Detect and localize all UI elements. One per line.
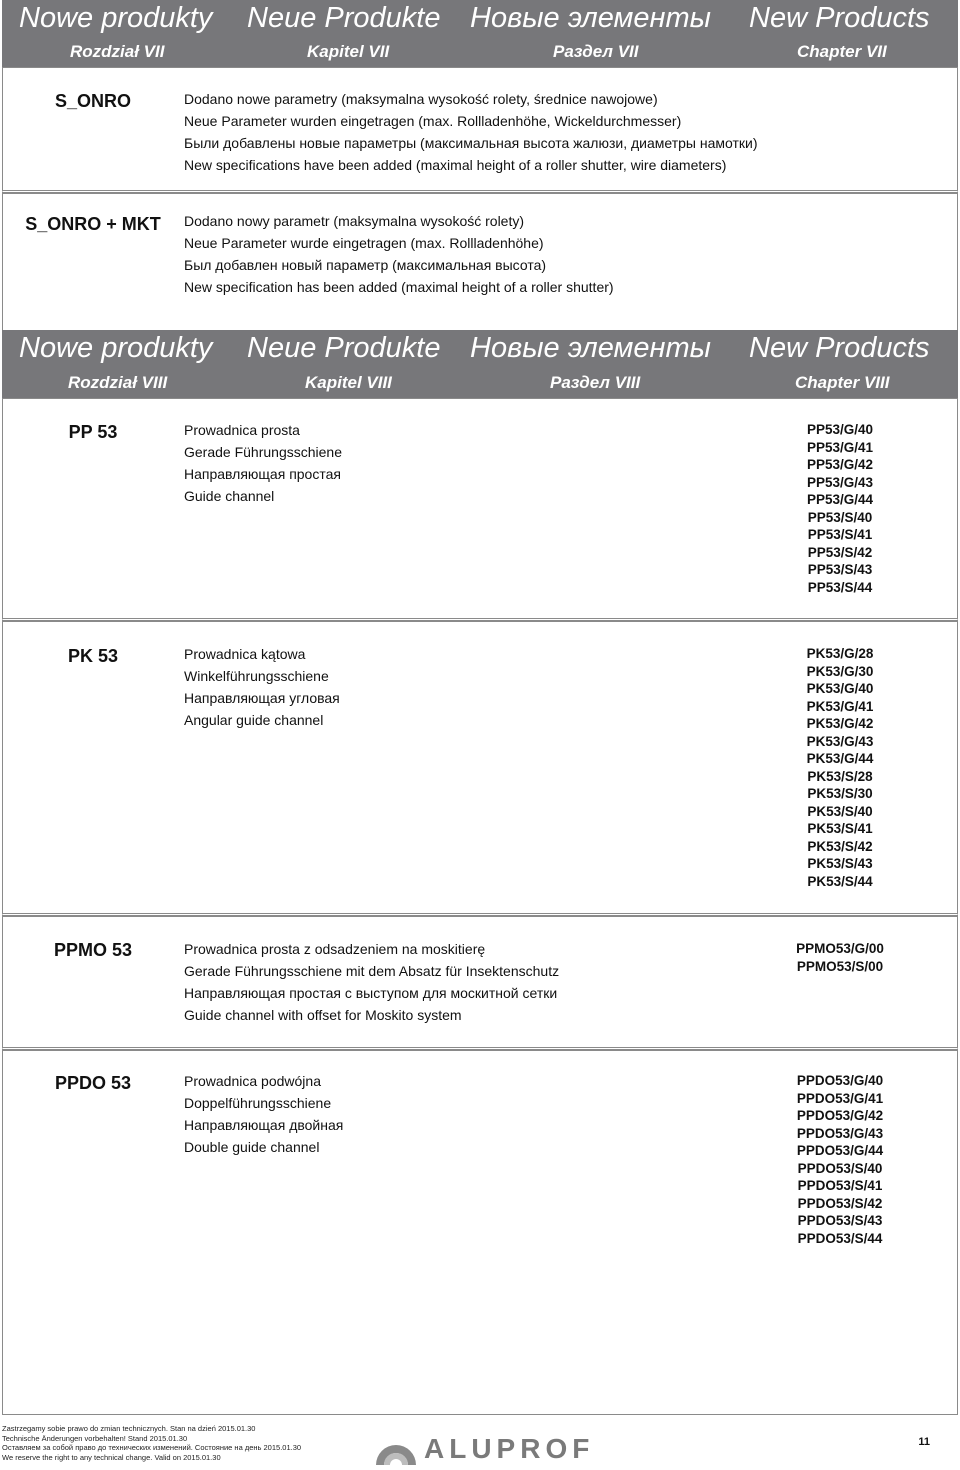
ref-code: PPDO53/G/43 [796,1125,884,1141]
description-ru: Направляющая двойная [184,1117,344,1133]
description-de: Gerade Führungsschiene [184,444,342,460]
ref-code: PK53/G/42 [806,716,874,731]
product-description [184,1070,343,1158]
description-pl: Prowadnica kątowa [184,646,306,662]
aluprof-logo-icon [372,1427,420,1465]
description-en: Guide channel [184,488,275,504]
logo-wordmark: ALUPROF [424,1433,595,1464]
header-title-ru: Новые элементы [470,332,711,364]
ref-code: PP53/G/42 [806,457,874,472]
disclaimer-en: We reserve the right to any technical change. Valid on 2015.01.30 [2,1452,221,1462]
ref-code: PP53/S/44 [807,579,873,595]
ref-code: PK53/S/40 [807,803,873,819]
description-de: Neue Parameter wurde eingetragen (max. Rollladenhöhe) [184,235,544,251]
description-pl: Prowadnica prosta z odsadzeniem na moskitierę [184,941,486,957]
description-en: New specification has been added (maximal height of a roller shutter) [184,279,614,295]
chapter-label-pl: Rozdział VII [70,42,165,61]
ref-code: PPMO53/S/00 [796,958,884,974]
disclaimer-ru: Оставляем за собой право до технических изменений. Состояние на день 2015.01.30 [2,1443,302,1452]
ref-code: PK53/G/43 [806,733,874,749]
chapter-8-header [2,330,958,398]
header-title-pl: Nowe produkty [19,2,213,34]
ref-code: PPDO53/G/40 [796,1073,884,1088]
ref-code: PP53/G/41 [806,439,874,455]
product-description [184,938,559,1026]
description-pl: Prowadnica podwójna [184,1073,321,1089]
description-ru: Был добавлен новый параметр (максимальная высота) [184,257,547,273]
ref-code: PP53/S/42 [807,544,873,560]
description-pl: Dodano nowe parametry (maksymalna wysokość rolety, średnice nawojowe) [184,91,658,107]
ref-code: PP53/G/40 [806,422,874,437]
product-code: PP 53 [68,422,118,442]
ref-code: PK53/S/28 [807,768,873,784]
ref-code: PPDO53/G/44 [796,1143,884,1158]
product-code: S_ONRO + MKT [25,214,161,234]
ref-code: PP53/G/44 [806,492,874,507]
ref-code: PPDO53/S/41 [797,1178,883,1193]
ref-code: PPDO53/S/43 [797,1213,883,1228]
product-code: PK 53 [67,646,119,666]
header-title-en: New Products [749,2,930,34]
ref-code: PP53/S/43 [807,562,873,577]
description-de: Gerade Führungsschiene mit dem Absatz für Insektenschutz [184,963,560,979]
section-s-onro-mkt [2,193,958,330]
product-code: PPDO 53 [54,1073,132,1093]
ref-code: PPDO53/S/42 [797,1195,883,1211]
section-pk53 [2,621,958,916]
product-description [184,419,342,507]
ref-code: PK53/S/42 [807,838,873,854]
ref-code: PK53/G/44 [806,751,874,766]
ref-code: PPDO53/G/42 [796,1108,884,1123]
description-ru: Направляющая простая [184,466,341,482]
chapter-7-header [2,0,958,67]
section-ppmo53 [2,916,958,1050]
ref-code: PPDO53/S/44 [797,1230,883,1246]
chapter-label-pl: Rozdział VIII [68,373,168,392]
reference-codes [765,645,915,890]
ref-code: PK53/G/41 [806,698,874,714]
chapter-label-de: Kapitel VIII [305,373,392,392]
description-en: Angular guide channel [184,712,324,728]
product-description [184,643,340,731]
ref-code: PK53/G/40 [806,681,874,696]
disclaimer-pl: Zastrzegamy sobie prawo do zmian technicznych. Stan na dzień 2015.01.30 [2,1424,256,1433]
chapter-label-en: Chapter VII [797,42,887,61]
page-footer [0,1424,960,1465]
ref-code: PK53/G/28 [806,646,874,661]
disclaimer [2,1424,301,1462]
reference-codes [765,1072,915,1247]
chapter-label-ru: Раздел VIII [550,373,641,392]
section-pp53 [2,398,958,621]
disclaimer-de: Technische Änderungen vorbehalten! Stand 2015.01.30 [2,1433,188,1443]
aluprof-logo [372,1427,595,1464]
chapter-label-de: Kapitel VII [307,42,390,61]
description-pl: Dodano nowy parametr (maksymalna wysokość rolety) [184,213,525,229]
description-de: Doppelführungsschiene [184,1095,332,1111]
description-de: Winkelführungsschiene [184,668,329,684]
ref-code: PK53/S/43 [807,856,873,871]
ref-code: PP53/S/40 [807,509,873,525]
section-ppdo53 [2,1050,958,1415]
description-en: Double guide channel [184,1139,320,1155]
ref-code: PPDO53/S/40 [797,1160,883,1176]
chapter-label-en: Chapter VIII [795,373,890,392]
ref-code: PP53/G/43 [806,474,874,490]
reference-codes [765,940,915,975]
page-number: 11 [918,1436,930,1448]
section-s-onro [2,67,958,193]
description-en: Guide channel with offset for Moskito system [184,1007,462,1023]
description-ru: Направляющая простая с выступом для москитной сетки [184,985,558,1001]
ref-code: PK53/S/41 [807,821,873,836]
ref-code: PP53/S/41 [807,527,873,542]
ref-code: PK53/S/44 [807,873,873,889]
header-title-de: Neue Produkte [247,332,441,364]
product-code: S_ONRO [54,91,132,111]
description-pl: Prowadnica prosta [184,422,300,438]
description-de: Neue Parameter wurden eingetragen (max. Rollladenhöhe, Wickeldurchmesser) [184,113,682,129]
header-title-en: New Products [749,332,930,364]
ref-code: PPMO53/G/00 [796,941,884,956]
chapter-label-ru: Раздел VII [553,42,639,61]
product-description [184,210,614,298]
header-title-pl: Nowe produkty [19,332,213,364]
ref-code: PPDO53/G/41 [796,1090,884,1106]
description-ru: Направляющая угловая [184,690,340,706]
product-code: PPMO 53 [53,940,133,960]
product-description [184,88,758,176]
description-ru: Были добавлены новые параметры (максимальная высота жалюзи, диаметры намотки) [184,135,758,151]
reference-codes [765,421,915,596]
description-en: New specifications have been added (maximal height of a roller shutter, wire diameters) [184,157,727,173]
ref-code: PK53/S/30 [807,786,873,801]
header-title-ru: Новые элементы [470,2,711,34]
ref-code: PK53/G/30 [806,663,874,679]
header-title-de: Neue Produkte [247,2,441,34]
